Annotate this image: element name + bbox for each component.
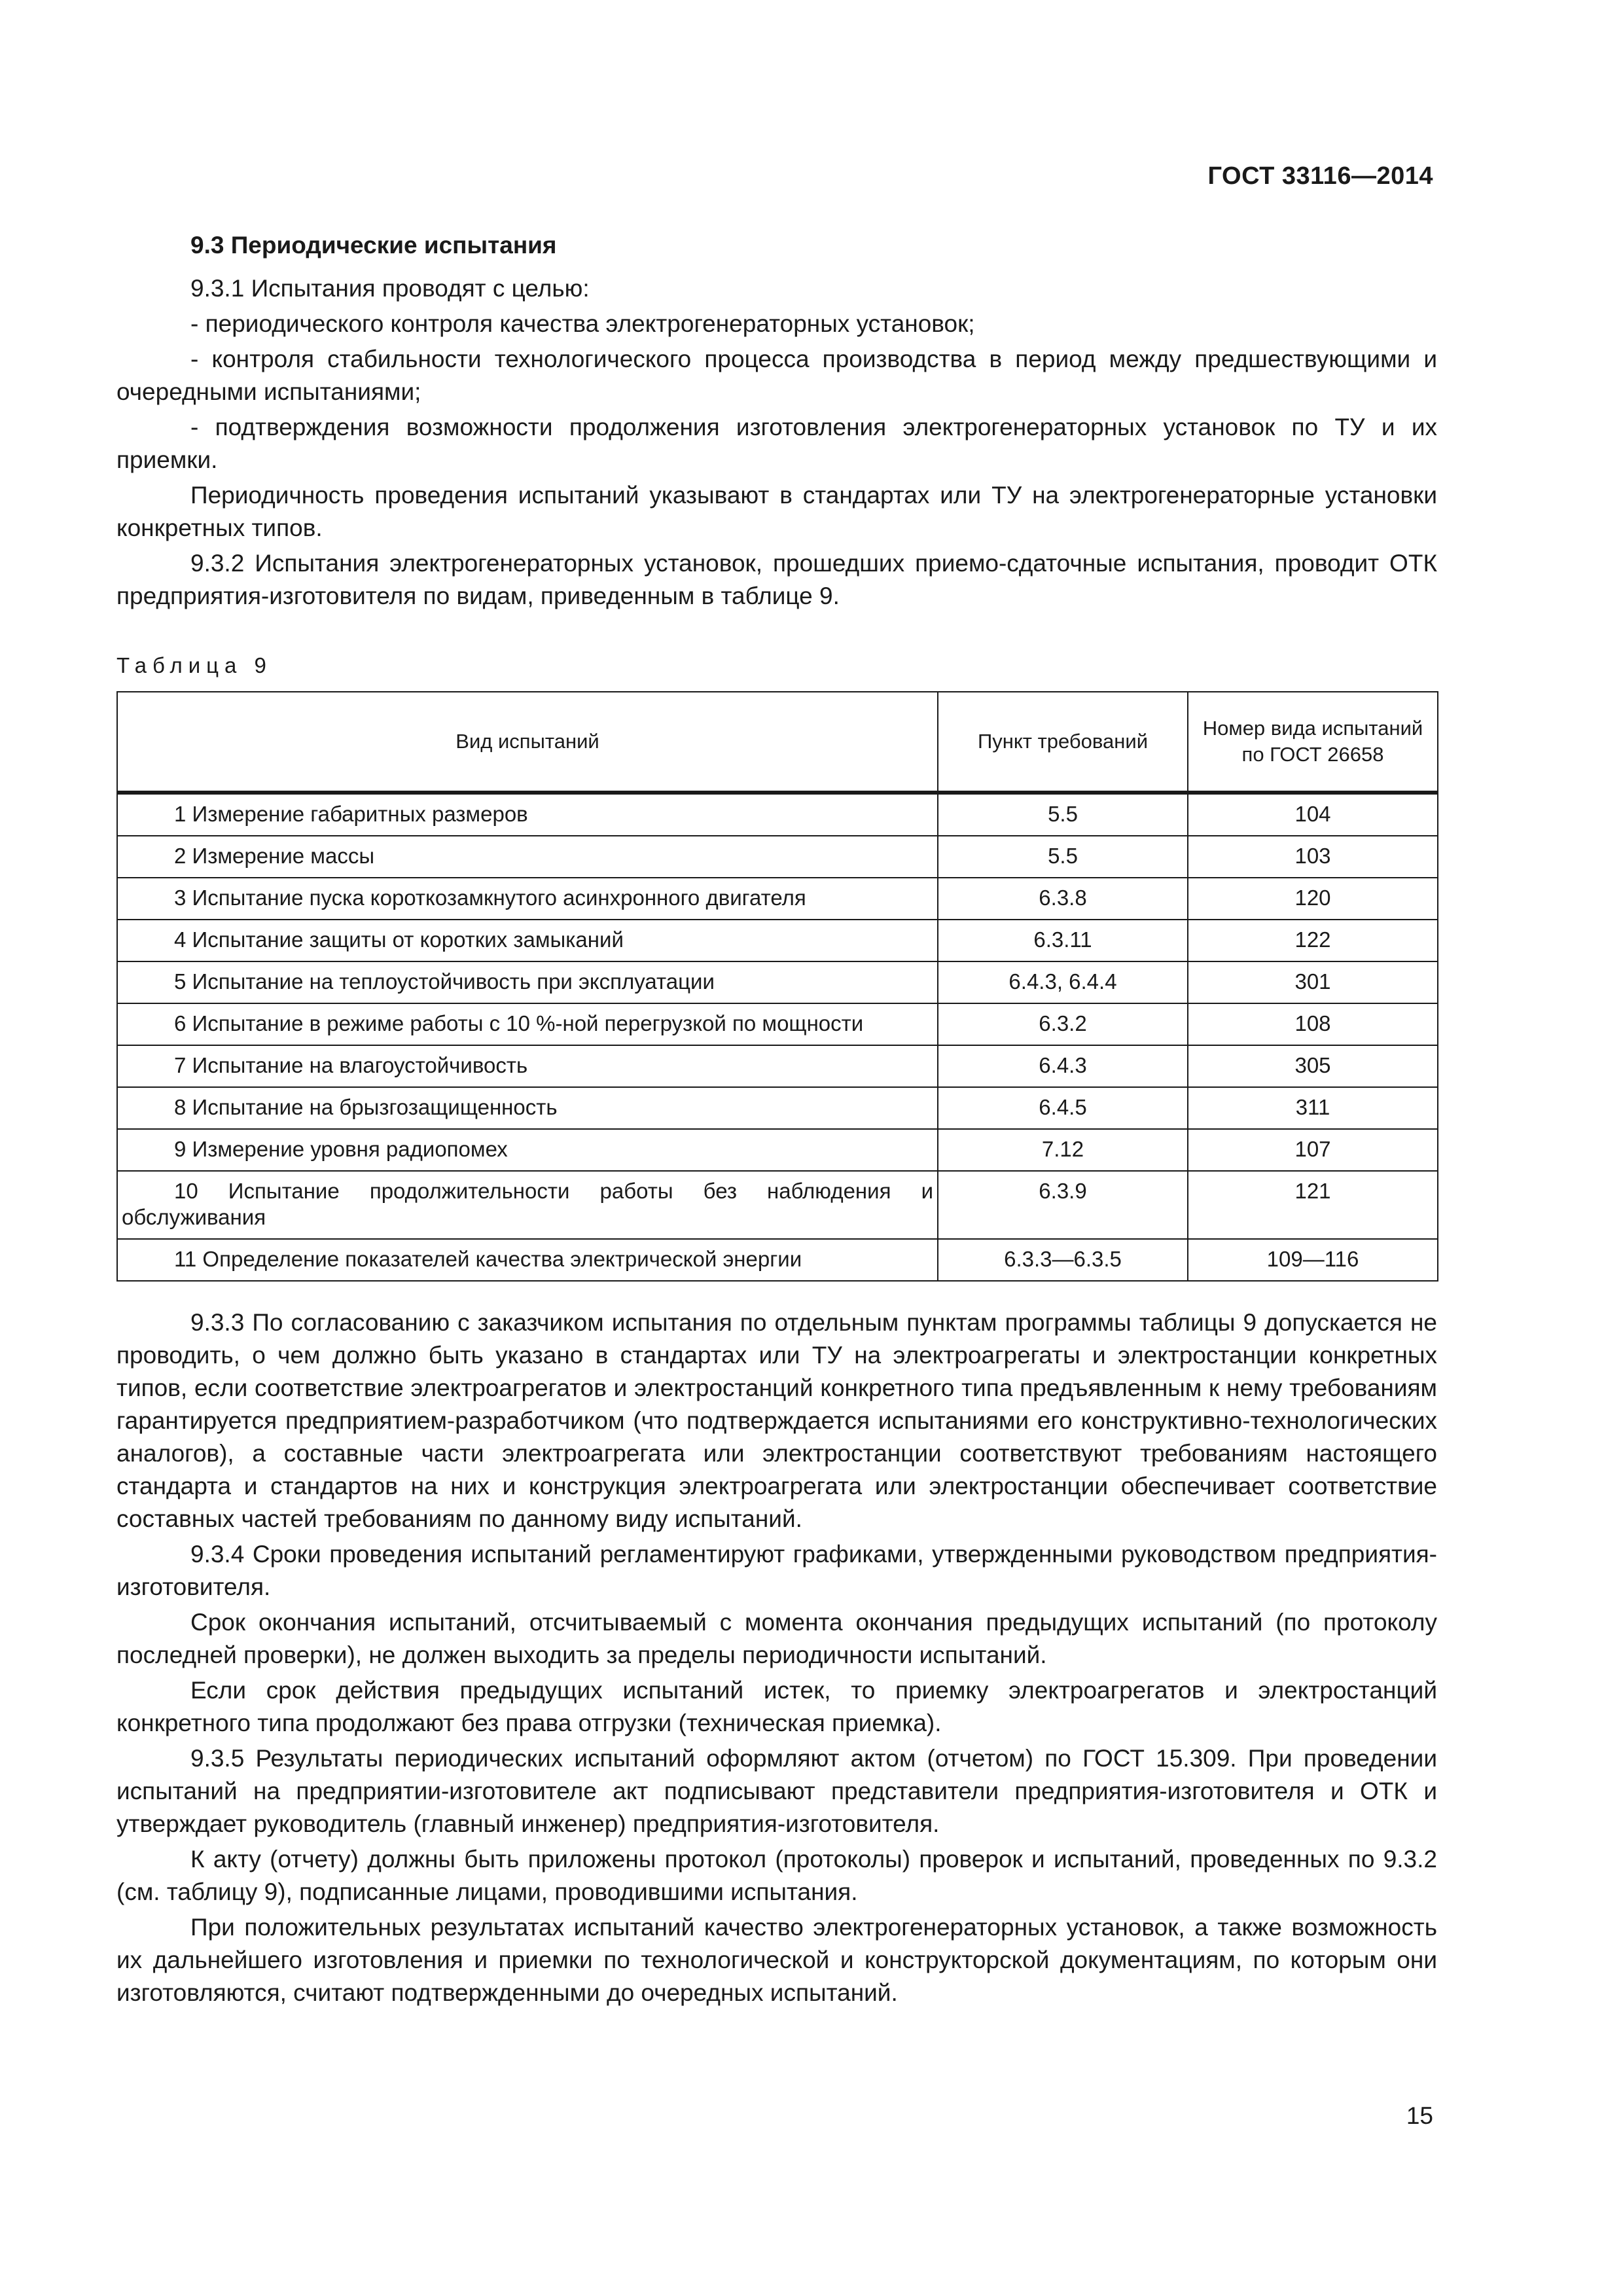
list-item: - подтверждения возможности продолжения изготовления электрогенераторных установок по ТУ и их приемки. (116, 414, 1437, 473)
column-header-requirement-clause: Пункт требований (938, 692, 1188, 793)
cell-test-name: 9 Измерение уровня радиопомех (117, 1129, 938, 1171)
tests-table (116, 691, 1438, 1282)
table-row (117, 878, 1438, 920)
cell-clause: 7.12 (938, 1129, 1188, 1171)
list-item: - периодического контроля качества электрогенераторных установок; (190, 310, 975, 337)
cell-test-name: 6 Испытание в режиме работы с 10 %-ной перегрузкой по мощности (117, 1003, 938, 1045)
table-row (117, 961, 1438, 1003)
paragraph: 9.3.1 Испытания проводят с целью: (190, 275, 590, 302)
cell-test-number: 122 (1188, 920, 1438, 961)
page-number: 15 (1406, 2102, 1433, 2129)
table-row (117, 793, 1438, 836)
cell-test-name: 5 Испытание на теплоустойчивость при эксплуатации (117, 961, 938, 1003)
table-row (117, 1239, 1438, 1281)
table-row (117, 1129, 1438, 1171)
cell-clause: 6.3.2 (938, 1003, 1188, 1045)
cell-test-name: 8 Испытание на брызгозащищенность (117, 1087, 938, 1129)
cell-test-number: 305 (1188, 1045, 1438, 1087)
cell-test-name: 11 Определение показателей качества электрической энергии (117, 1239, 938, 1281)
cell-test-number: 120 (1188, 878, 1438, 920)
table-header-row (117, 692, 1438, 793)
cell-clause: 5.5 (938, 836, 1188, 878)
table-row (117, 1045, 1438, 1087)
document-code-header: ГОСТ 33116—2014 (1207, 162, 1433, 190)
cell-clause: 6.4.3, 6.4.4 (938, 961, 1188, 1003)
paragraph: К акту (отчету) должны быть приложены протокол (протоколы) проверок и испытаний, проведенных по 9.3.2 (см. таблицу 9), подписанные лицами, проводившими испытания. (116, 1846, 1437, 1905)
list-item: - контроля стабильности технологического процесса производства в период между предшествующими и очередными испытаниями; (116, 346, 1437, 405)
paragraph: Срок окончания испытаний, отсчитываемый с момента окончания предыдущих испытаний (по протоколу последней проверки), не должен выходить за пределы периодичности испытаний. (116, 1609, 1437, 1668)
cell-clause: 6.3.11 (938, 920, 1188, 961)
cell-test-name: 7 Испытание на влагоустойчивость (117, 1045, 938, 1087)
cell-clause: 6.3.3—6.3.5 (938, 1239, 1188, 1281)
table-row (117, 1171, 1438, 1239)
cell-test-number: 301 (1188, 961, 1438, 1003)
paragraph: Периодичность проведения испытаний указывают в стандартах или ТУ на электрогенераторные установки конкретных типов. (116, 482, 1437, 541)
cell-clause: 5.5 (938, 793, 1188, 836)
cell-test-name: 4 Испытание защиты от коротких замыканий (117, 920, 938, 961)
cell-test-number: 107 (1188, 1129, 1438, 1171)
section-title: 9.3 Периодические испытания (190, 232, 557, 259)
table-row (117, 920, 1438, 961)
paragraph: 9.3.5 Результаты периодических испытаний оформляют актом (отчетом) по ГОСТ 15.309. При проведении испытаний на предприятии-изготовителе акт подписывают представители предприятия-изготовителя и ОТК и утверждает руководитель (главный инженер) предприятия-изготовителя. (116, 1745, 1437, 1837)
cell-test-number: 121 (1188, 1171, 1438, 1239)
cell-clause: 6.4.5 (938, 1087, 1188, 1129)
cell-test-number: 104 (1188, 793, 1438, 836)
table-caption: Таблица 9 (116, 653, 272, 677)
column-header-test-type: Вид испытаний (117, 692, 938, 793)
cell-test-number: 103 (1188, 836, 1438, 878)
page-content (116, 229, 1437, 2012)
paragraph: 9.3.3 По согласованию с заказчиком испытания по отдельным пунктам программы таблицы 9 допускается не проводить, о чем должно быть указано в стандартах или ТУ на электроагрегаты и электростанции конкретных типов, если соответствие электроагрегатов и электростанций конкретного типа предъявленным к нему требованиям гарантируется предприятием-разработчиком (что подтверждается испытаниями его конструктивно-технологических аналогов), а составные части электроагрегата или электростанции соответствуют требованиям настоящего стандарта и стандартов на них и конструкция электроагрегата или электростанции обеспечивает соответствие составных частей требованиям по данному виду испытаний. (116, 1309, 1437, 1532)
cell-test-number: 311 (1188, 1087, 1438, 1129)
table-row (117, 1003, 1438, 1045)
cell-test-number: 109—116 (1188, 1239, 1438, 1281)
paragraph: 9.3.2 Испытания электрогенераторных установок, прошедших приемо-сдаточные испытания, проводит ОТК предприятия-изготовителя по видам, приведенным в таблице 9. (116, 550, 1437, 609)
paragraph: При положительных результатах испытаний качество электрогенераторных установок, а также возможность их дальнейшего изготовления и приемки по технологической и конструкторской документациям, по которым они изготовляются, считают подтвержденными до очередных испытаний. (116, 1914, 1437, 2006)
column-header-gost-test-number: Номер вида испытаний по ГОСТ 26658 (1188, 692, 1438, 793)
cell-clause: 6.3.8 (938, 878, 1188, 920)
cell-test-name: 1 Измерение габаритных размеров (117, 793, 938, 836)
cell-test-name: 3 Испытание пуска короткозамкнутого асинхронного двигателя (117, 878, 938, 920)
paragraph: 9.3.4 Сроки проведения испытаний регламентируют графиками, утвержденными руководством предприятия-изготовителя. (116, 1541, 1437, 1600)
paragraph: Если срок действия предыдущих испытаний истек, то приемку электроагрегатов и электростанций конкретного типа продолжают без права отгрузки (техническая приемка). (116, 1677, 1437, 1736)
cell-clause: 6.3.9 (938, 1171, 1188, 1239)
cell-clause: 6.4.3 (938, 1045, 1188, 1087)
table-row (117, 1087, 1438, 1129)
cell-test-name: 10 Испытание продолжительности работы без наблюдения и обслуживания (117, 1171, 938, 1239)
table-row (117, 836, 1438, 878)
cell-test-number: 108 (1188, 1003, 1438, 1045)
cell-test-name: 2 Измерение массы (117, 836, 938, 878)
